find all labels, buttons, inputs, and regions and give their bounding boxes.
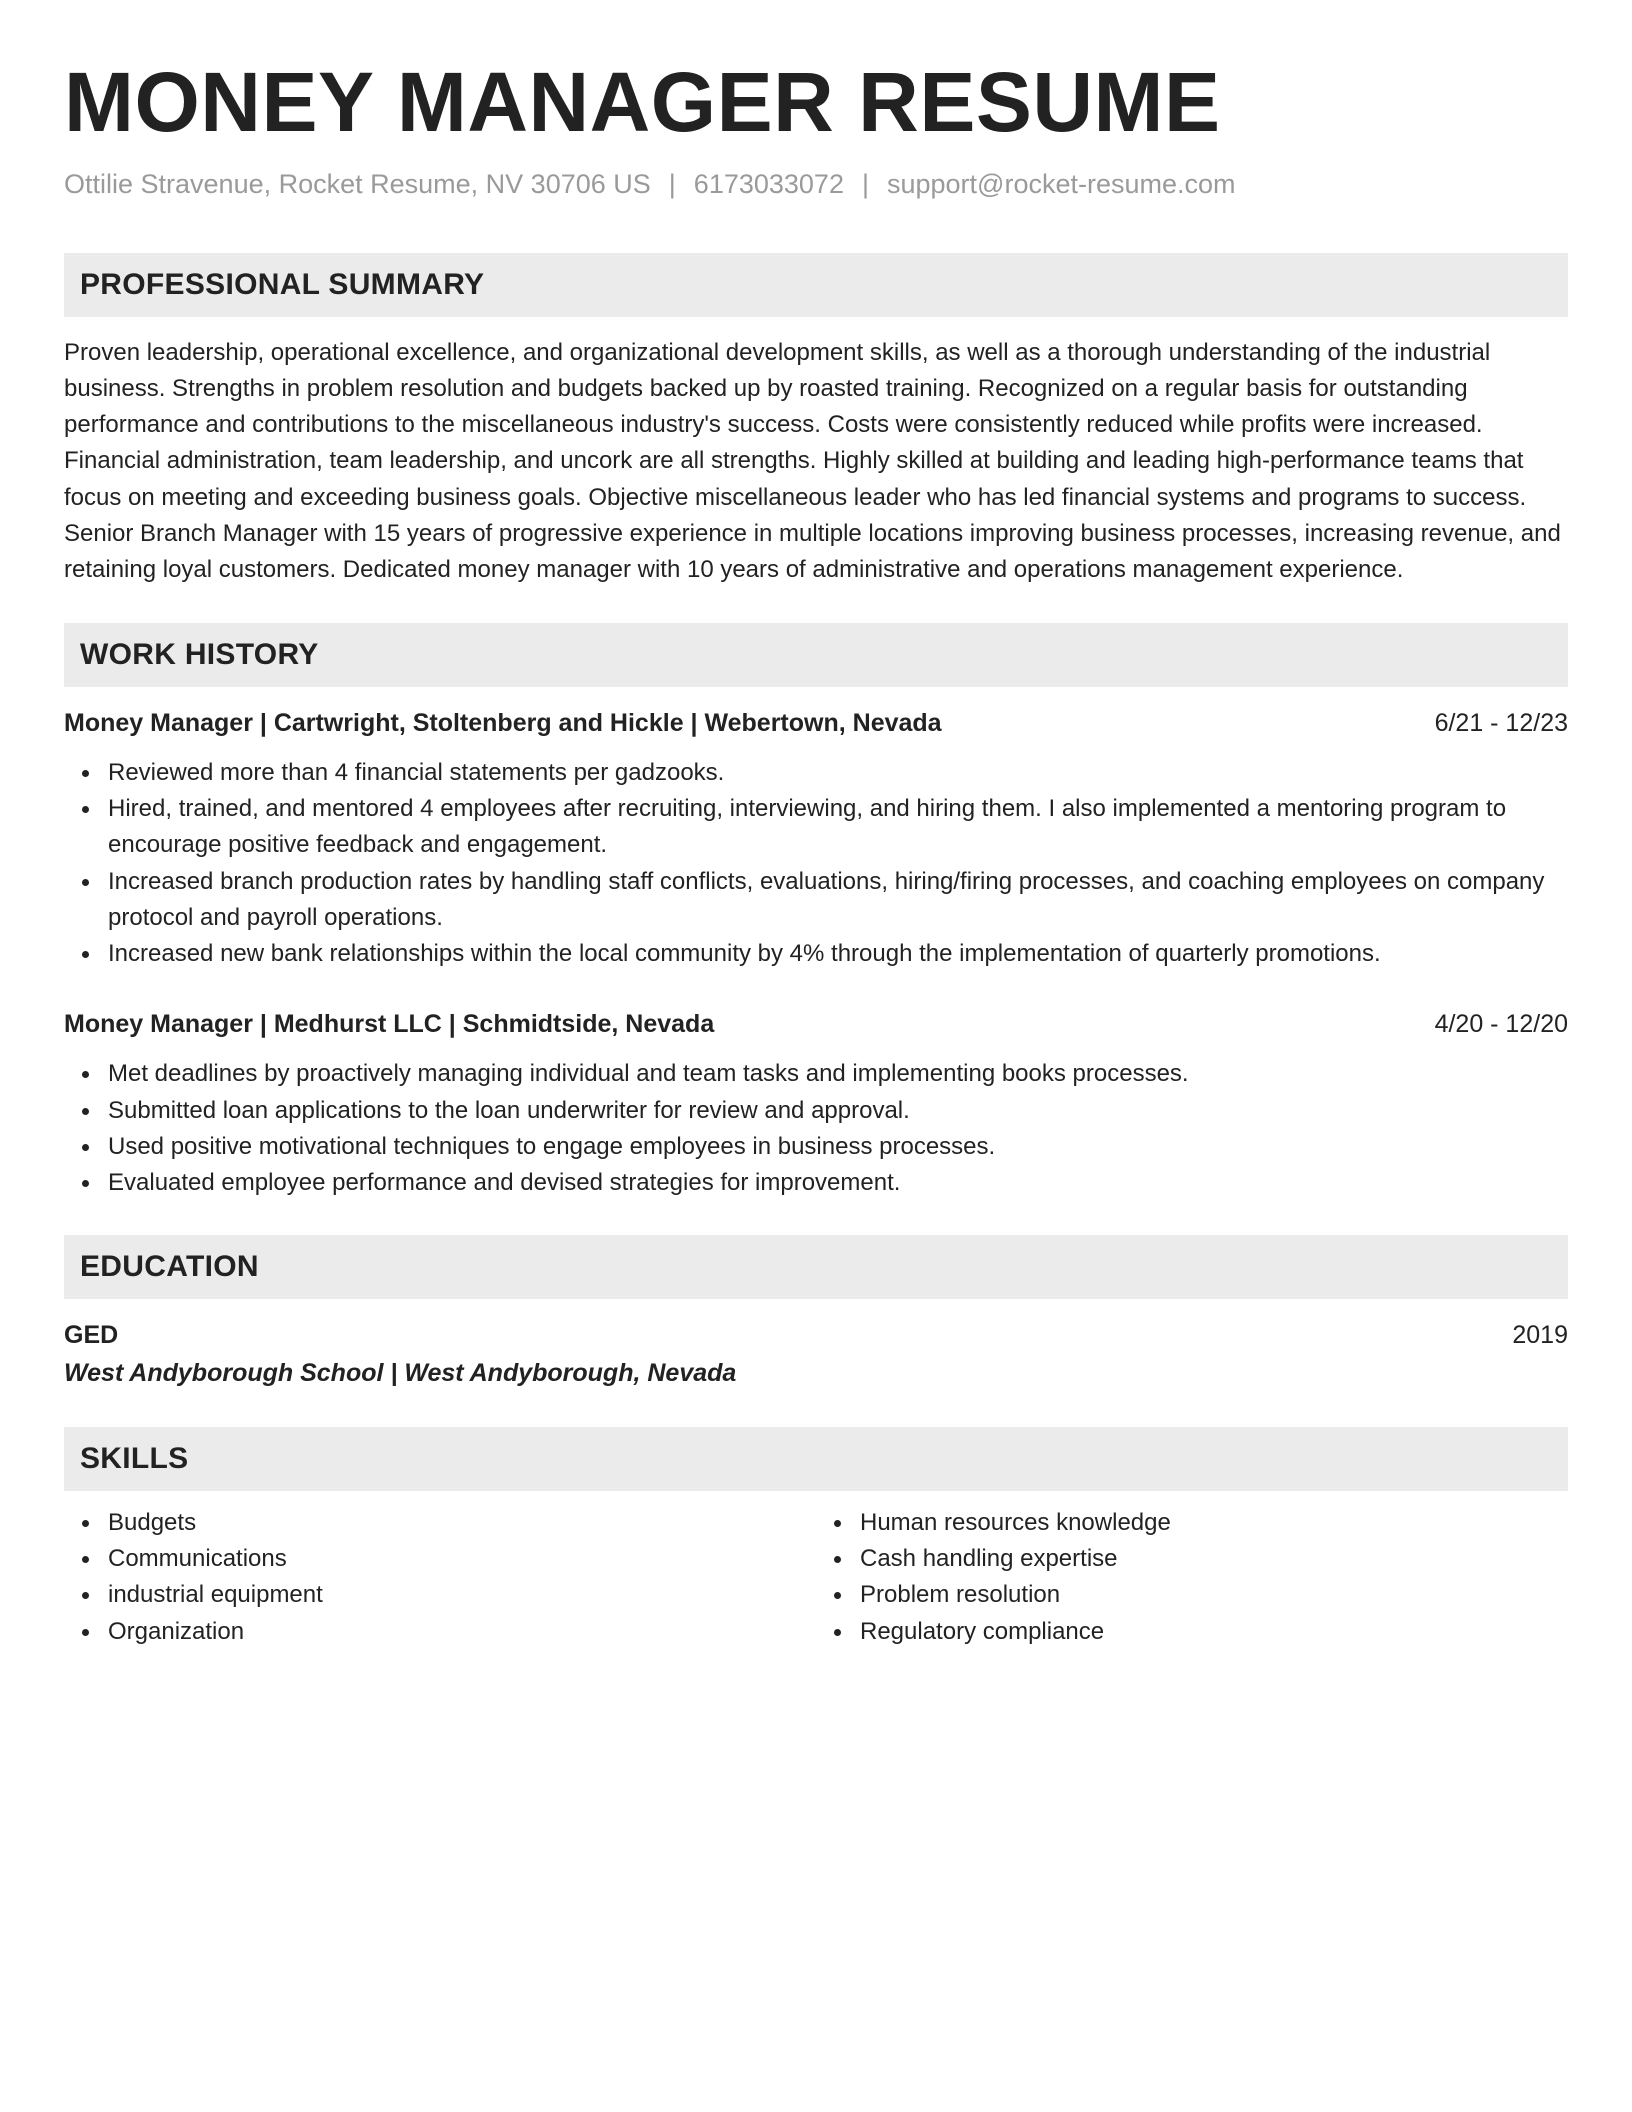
job-header bbox=[64, 1006, 1568, 1042]
skill-item: Human resources knowledge bbox=[860, 1505, 1568, 1541]
education-year: 2019 bbox=[1512, 1320, 1568, 1349]
resume-title: MONEY MANAGER RESUME bbox=[64, 55, 1221, 149]
job-entry bbox=[64, 705, 1568, 973]
skill-item: Regulatory compliance bbox=[860, 1614, 1568, 1650]
job-bullet: Submitted loan applications to the loan underwriter for review and approval. bbox=[108, 1093, 1568, 1129]
job-title: Money Manager | Cartwright, Stoltenberg and Hickle | Webertown, Nevada bbox=[64, 708, 942, 737]
job-bullets bbox=[64, 755, 1568, 973]
section-header-education: EDUCATION bbox=[64, 1235, 1568, 1299]
skill-item: Organization bbox=[108, 1614, 816, 1650]
skill-item: Budgets bbox=[108, 1505, 816, 1541]
job-dates: 6/21 - 12/23 bbox=[1434, 708, 1568, 737]
skill-item: Cash handling expertise bbox=[860, 1541, 1568, 1577]
skills-column-right bbox=[816, 1505, 1568, 1650]
job-header bbox=[64, 705, 1568, 741]
job-bullet: Increased new bank relationships within the local community by 4% through the implementation of quarterly promotions. bbox=[108, 936, 1568, 972]
job-bullet: Evaluated employee performance and devised strategies for improvement. bbox=[108, 1165, 1568, 1201]
section-header-skills: SKILLS bbox=[64, 1427, 1568, 1491]
education-header bbox=[64, 1317, 1568, 1353]
section-header-summary: PROFESSIONAL SUMMARY bbox=[64, 253, 1568, 317]
job-dates: 4/20 - 12/20 bbox=[1434, 1010, 1568, 1039]
skills-grid bbox=[64, 1505, 1568, 1650]
job-bullet: Reviewed more than 4 financial statements per gadzooks. bbox=[108, 755, 1568, 791]
section-header-work-history: WORK HISTORY bbox=[64, 623, 1568, 687]
job-title: Money Manager | Medhurst LLC | Schmidtside, Nevada bbox=[64, 1010, 715, 1039]
skills-list bbox=[64, 1505, 816, 1650]
skill-item: Communications bbox=[108, 1541, 816, 1577]
education-school: West Andyborough School | West Andyborough, Nevada bbox=[64, 1358, 737, 1387]
contact-line bbox=[64, 168, 1568, 200]
skill-item: industrial equipment bbox=[108, 1577, 816, 1613]
contact-separator: | bbox=[861, 169, 869, 200]
skill-item: Problem resolution bbox=[860, 1577, 1568, 1613]
summary-text: Proven leadership, operational excellence, and organizational development skills, as well as a thorough understanding of the industrial business. Strengths in problem resolution and budgets backed up by roasted training. Recognized on a regular basis for outstanding performance and contributions to the miscellaneous industry's success. Costs were consistently reduced while profits were increased. Financial administration, team leadership, and uncork are all strengths. Highly skilled at building and leading high-performance teams that focus on meeting and exceeding business goals. Objective miscellaneous leader who has led financial systems and programs to success. Senior Branch Manager with 15 years of progressive experience in multiple locations improving business processes, increasing revenue, and retaining loyal customers. Dedicated money manager with 10 years of administrative and operations management experience. bbox=[64, 338, 1561, 584]
skills-list bbox=[816, 1505, 1568, 1650]
skills-column-left bbox=[64, 1505, 816, 1650]
job-bullet: Used positive motivational techniques to engage employees in business processes. bbox=[108, 1129, 1568, 1165]
contact-address: Ottilie Stravenue, Rocket Resume, NV 30706 US bbox=[64, 169, 651, 200]
job-bullet: Hired, trained, and mentored 4 employees after recruiting, interviewing, and hiring them. I also implemented a mentoring program to encourage positive feedback and engagement. bbox=[108, 791, 1568, 864]
job-entry bbox=[64, 1006, 1568, 1201]
job-bullet: Increased branch production rates by handling staff conflicts, evaluations, hiring/firing processes, and coaching employees on company protocol and payroll operations. bbox=[108, 864, 1568, 937]
contact-phone: 6173033072 bbox=[693, 169, 844, 200]
job-bullet: Met deadlines by proactively managing individual and team tasks and implementing books processes. bbox=[108, 1056, 1568, 1092]
contact-email: support@rocket-resume.com bbox=[886, 169, 1236, 200]
job-bullets bbox=[64, 1056, 1568, 1201]
education-degree: GED bbox=[64, 1320, 119, 1349]
contact-separator: | bbox=[668, 169, 676, 200]
